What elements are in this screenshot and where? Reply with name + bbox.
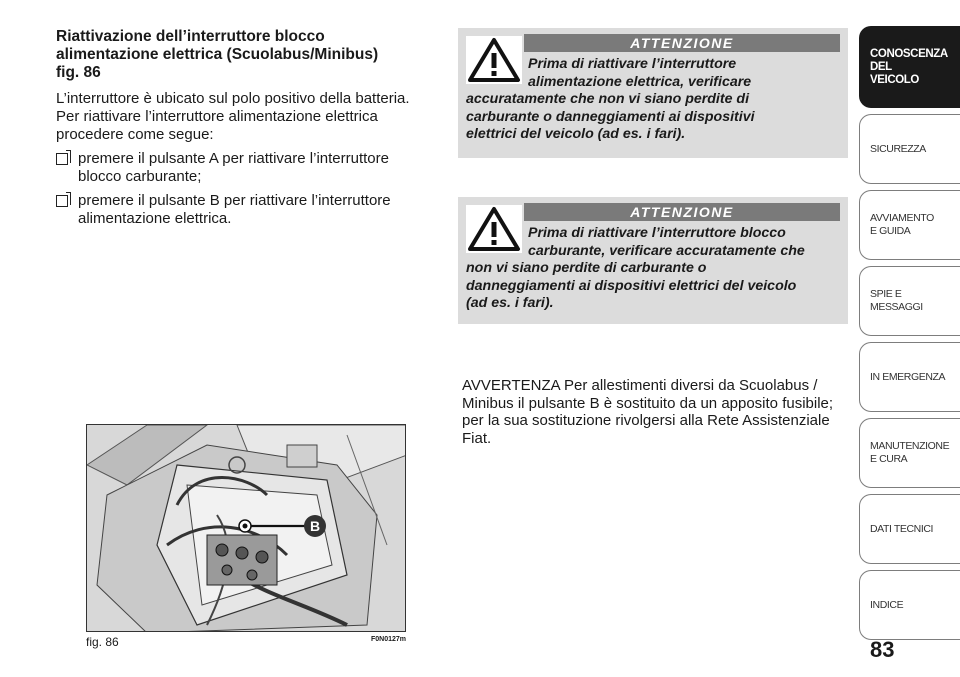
warning-box [458, 28, 848, 158]
note-paragraph [462, 377, 852, 447]
warning-line: Prima di riattivare l’interruttore blocco [528, 225, 786, 241]
callout-b-label: B [309, 518, 321, 534]
step-item [56, 192, 436, 228]
note-line: Minibus il pulsante B è sostituito da un apposito fusibile; [462, 394, 834, 412]
chapter-tabs [859, 26, 960, 646]
intro-paragraph [56, 90, 436, 144]
battery-illustration [87, 425, 406, 632]
tab-indice[interactable] [859, 570, 960, 640]
tab-dati-tecnici[interactable] [859, 494, 960, 564]
tab-label: MANUTENZIONE E CURA [870, 440, 950, 465]
intro-line: Per riattivare l’interruttore alimentazione elettrica [56, 108, 378, 125]
step-line: alimentazione elettrica. [78, 210, 232, 227]
tab-label: INDICE [870, 598, 904, 611]
warning-header: ATTENZIONE [524, 203, 840, 221]
tab-label: CONOSCENZA DEL VEICOLO [870, 47, 948, 86]
page-number: 83 [870, 637, 895, 662]
warning-line: non vi siano perdite di carburante o [466, 260, 707, 276]
warning-line: Prima di riattivare l’interruttore [528, 56, 737, 72]
section-title-line: fig. 86 [56, 64, 101, 81]
step-line: premere il pulsante B per riattivare l’interruttore [78, 192, 391, 209]
figure-label: fig. 86 [86, 635, 119, 649]
note-line: Fiat. [462, 429, 492, 447]
step-line: premere il pulsante A per riattivare l’interruttore [78, 150, 389, 167]
intro-line: procedere come segue: [56, 126, 214, 143]
tab-spie-e-messaggi[interactable] [859, 266, 960, 336]
warning-line: accuratamente che non vi siano perdite di [466, 91, 750, 107]
section-title-line: Riattivazione dell’interruttore blocco [56, 28, 325, 45]
tab-avviamento-e-guida[interactable] [859, 190, 960, 260]
warning-text [466, 225, 840, 313]
step-item [56, 150, 436, 186]
warning-line: alimentazione elettrica, verificare [528, 73, 752, 90]
checkbox-bullet-icon [56, 195, 68, 207]
checkbox-bullet-icon [56, 153, 68, 165]
warning-line: (ad es. i fari). [466, 295, 554, 311]
intro-line: L’interruttore è ubicato sul polo positivo della batteria. [56, 90, 410, 107]
warning-line: danneggiamenti ai dispositivi elettrici del veicolo [466, 277, 797, 294]
section-title-line: alimentazione elettrica (Scuolabus/Minibus) [56, 46, 379, 63]
instruction-section [56, 28, 436, 234]
note-line: AVVERTENZA Per allestimenti diversi da Scuolabus / [462, 377, 818, 394]
warning-text [466, 56, 840, 144]
warning-line: carburante, verificare accuratamente che [528, 242, 805, 259]
tab-label: IN EMERGENZA [870, 370, 946, 383]
step-line: blocco carburante; [78, 168, 202, 185]
tab-in-emergenza[interactable] [859, 342, 960, 412]
figure-code: F0N0127m [370, 636, 406, 643]
tab-label: DATI TECNICI [870, 522, 934, 535]
warning-line: elettrici del veicolo (ad es. i fari). [466, 126, 686, 142]
battery-figure [86, 424, 406, 632]
section-title [56, 28, 436, 82]
note-line: per la sua sostituzione rivolgersi alla Rete Assistenziale [462, 412, 830, 429]
tab-manutenzione-e-cura[interactable] [859, 418, 960, 488]
tab-sicurezza[interactable] [859, 114, 960, 184]
tab-label: SICUREZZA [870, 142, 926, 155]
warning-header: ATTENZIONE [524, 34, 840, 52]
tab-label: SPIE E MESSAGGI [870, 288, 923, 313]
warning-box [458, 197, 848, 324]
tab-label: AVVIAMENTO E GUIDA [870, 212, 934, 237]
tab-conoscenza-del-veicolo[interactable] [859, 26, 960, 108]
warning-line: carburante o danneggiamenti ai dispositivi [466, 108, 755, 125]
steps-list [56, 150, 436, 228]
